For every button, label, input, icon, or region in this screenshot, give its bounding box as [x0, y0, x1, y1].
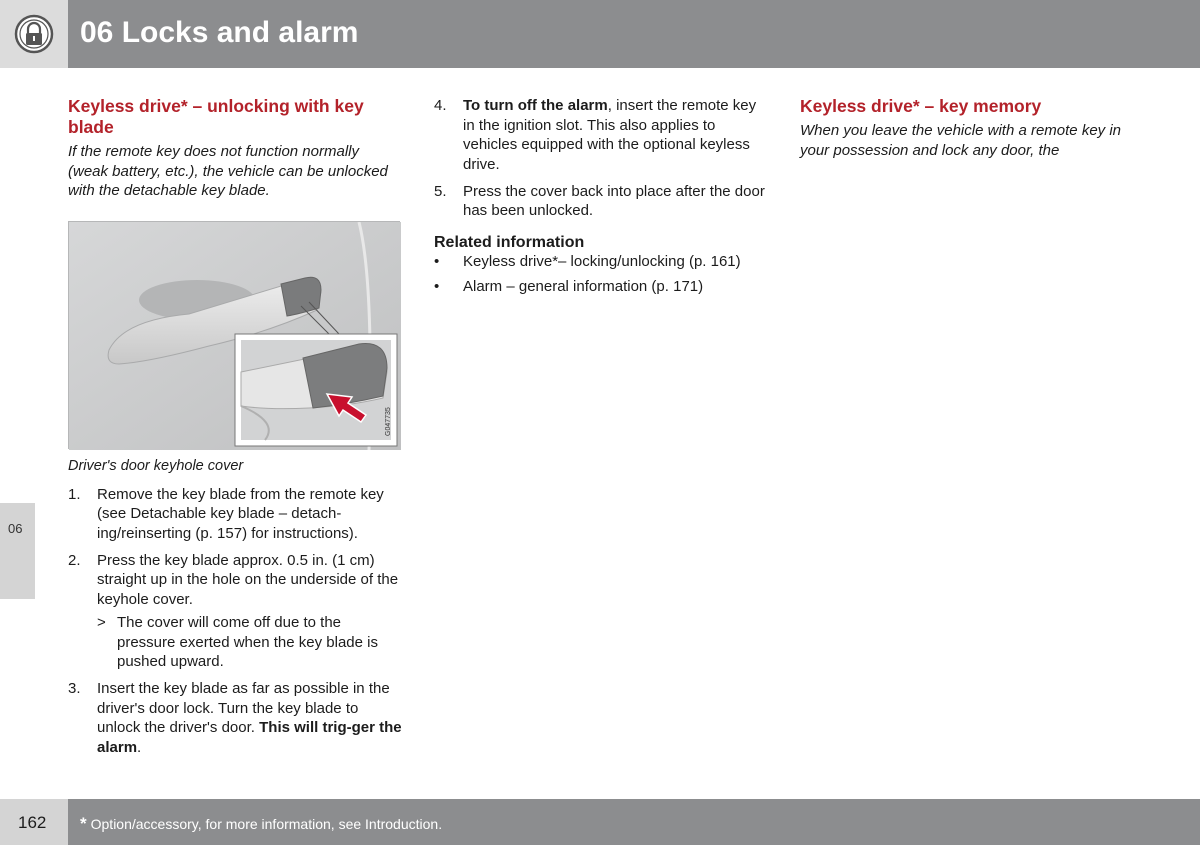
section-title-key-memory: Keyless drive* – key memory: [800, 96, 1042, 116]
steps-list: [68, 485, 403, 758]
section-intro: When you leave the vehicle with a remote key in your possession and lock any door, the: [800, 122, 1121, 159]
bullet: •: [434, 252, 440, 270]
footnote: [80, 814, 442, 834]
lock-icon: [0, 0, 68, 68]
step-text: Insert the key blade as far as possible in the driver's door lock. Turn the key blade to unlock the driver's door.: [97, 680, 390, 736]
step-number: 4.: [434, 97, 447, 114]
column-2: [434, 96, 769, 302]
related-links-list: [434, 252, 769, 297]
step-emphasis: To turn off the alarm: [463, 97, 608, 114]
column-3: [800, 96, 1135, 160]
bullet: •: [434, 277, 440, 295]
list-item: [68, 485, 403, 544]
side-tab-label: 06: [8, 521, 23, 536]
result-text: The cover will come off due to the pressure exerted when the key blade is pushed upward.: [117, 614, 378, 670]
related-link-text[interactable]: Keyless drive*– locking/unlocking (p. 161): [463, 252, 741, 270]
list-item: [68, 679, 403, 757]
steps-list-continued: [434, 96, 769, 221]
section-title-unlocking-key-blade: Keyless drive* – unlocking with key blade: [68, 96, 364, 137]
door-handle-drawing: [69, 222, 401, 450]
chapter-icon-box: [0, 0, 68, 68]
result-marker: >: [97, 614, 106, 631]
footnote-marker: *: [80, 814, 87, 833]
figure-caption: Driver's door keyhole cover: [68, 457, 244, 474]
list-item: [68, 551, 403, 672]
related-link[interactable]: [434, 252, 769, 272]
step-text: Press the key blade approx. 0.5 in. (1 cm) straight up in the hole on the underside of the keyhole cover.: [97, 551, 399, 608]
list-item: [434, 96, 769, 174]
step-emphasis: This will trig-ger the alarm: [97, 719, 402, 756]
list-item: [434, 182, 769, 221]
footnote-text: Option/accessory, for more information, see Introduction.: [90, 816, 443, 832]
related-information-title: Related information: [434, 233, 585, 251]
step-text: Remove the key blade from the remote key (see Detachable key blade – detach-ing/reinserting (p. 157) for instructions).: [97, 485, 384, 542]
step-text: Press the cover back into place after the door has been unlocked.: [463, 182, 765, 219]
chapter-title: 06 Locks and alarm: [80, 16, 359, 49]
step-number: 5.: [434, 182, 447, 200]
step-text: , insert the remote key in the ignition slot. This also applies to vehicles equipped with the optional keyless drive.: [463, 97, 757, 173]
step-number: 2.: [68, 551, 81, 569]
step-number: 1.: [68, 485, 81, 503]
related-link-text[interactable]: Alarm – general information (p. 171): [463, 277, 704, 295]
step-number: 3.: [68, 680, 81, 697]
door-handle-illustration: [68, 221, 400, 449]
step-result: [97, 613, 403, 672]
column-1: [68, 96, 403, 765]
section-intro: If the remote key does not function normally (weak battery, etc.), the vehicle can be unlocked with the detachable key blade.: [68, 143, 388, 199]
step-tail: .: [137, 738, 142, 756]
chapter-side-tab: [0, 503, 35, 599]
related-link[interactable]: [434, 277, 769, 297]
figure-code: G047735: [385, 406, 392, 436]
page-number: 162: [18, 813, 47, 832]
